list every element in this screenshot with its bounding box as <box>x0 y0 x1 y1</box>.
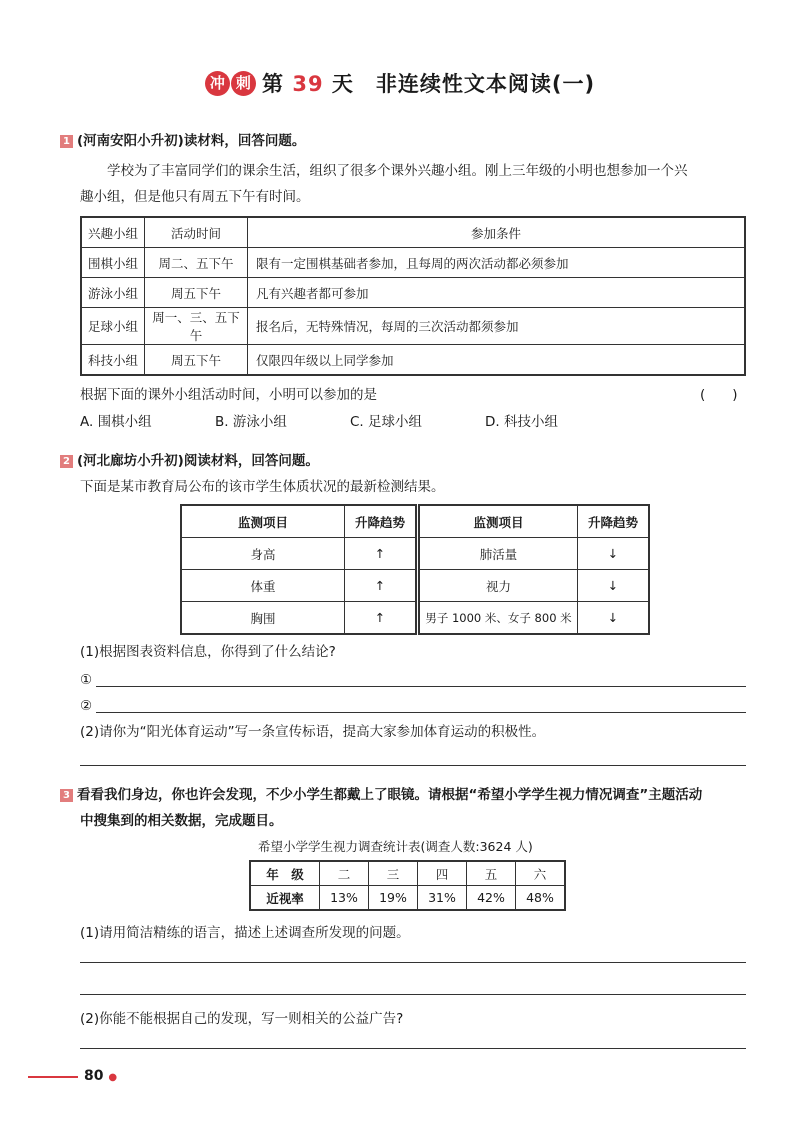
answer-line-6[interactable] <box>80 1048 746 1049</box>
table-cell: 凡有兴趣者都可参加 <box>248 278 746 308</box>
answer-line-4[interactable] <box>80 962 746 963</box>
table-header-cell: 升降趋势 <box>345 505 417 538</box>
q2-heading <box>60 452 319 470</box>
option-c[interactable]: C. 足球小组 <box>350 414 423 430</box>
q2-mark1: ① <box>80 672 93 688</box>
table-header-row <box>181 505 416 538</box>
answer-line-1[interactable] <box>96 686 746 687</box>
day-number: 39 <box>292 72 324 96</box>
table-cell: 报名后，无特殊情况，每周的三次活动都须参加 <box>248 308 746 345</box>
sprint-badge-1: 冲 <box>205 71 230 96</box>
table-cell: 48% <box>516 886 566 911</box>
q2-source: (河北廊坊小升初) <box>77 453 184 469</box>
table-cell: 13% <box>320 886 369 911</box>
table-cell: 肺活量 <box>419 538 578 570</box>
table-cell: 科技小组 <box>81 345 145 376</box>
table-header-cell: 监测项目 <box>181 505 345 538</box>
q1-instruction: 读材料，回答问题。 <box>183 133 306 149</box>
table-row <box>250 886 565 911</box>
option-b[interactable]: B. 游泳小组 <box>215 414 287 430</box>
dot-icon: ● <box>108 1072 118 1083</box>
table-cell: 视力 <box>419 570 578 602</box>
q2-table <box>180 504 650 635</box>
q2-mark2: ② <box>80 698 93 714</box>
q2-sub2: (2)请你为“阳光体育运动”写一条宣传标语，提高大家参加体育运动的积极性。 <box>80 724 546 740</box>
sprint-badge-2: 刺 <box>231 71 256 96</box>
q2-table-right <box>418 504 650 635</box>
table-cell: 31% <box>418 886 467 911</box>
title-text: 非连续性文本阅读(一) <box>375 72 596 96</box>
table-cell: 三 <box>369 861 418 886</box>
table-row <box>181 602 416 635</box>
q1-table <box>80 216 746 376</box>
table-cell: 足球小组 <box>81 308 145 345</box>
table-header-cell: 参加条件 <box>248 217 746 248</box>
table-row <box>181 570 416 602</box>
page-number: 80 ● <box>84 1068 118 1084</box>
trend-down-icon: ↓ <box>578 538 650 570</box>
table-cell: 周五下午 <box>145 345 248 376</box>
q3-sub2: (2)你能不能根据自己的发现，写一则相关的公益广告? <box>80 1011 404 1027</box>
table-cell: 42% <box>467 886 516 911</box>
trend-up-icon: ↑ <box>345 538 417 570</box>
q3-stem-line1 <box>60 786 702 804</box>
day-suffix: 天 <box>331 72 354 96</box>
q3-stem-line2: 中搜集到的相关数据，完成题目。 <box>80 813 283 829</box>
table-cell: 六 <box>516 861 566 886</box>
trend-down-icon: ↓ <box>578 570 650 602</box>
q3-table <box>249 860 566 911</box>
table-cell: 周五下午 <box>145 278 248 308</box>
table-header-cell: 活动时间 <box>145 217 248 248</box>
q1-number: 1 <box>60 135 73 148</box>
q2-sub1: (1)根据图表资料信息，你得到了什么结论? <box>80 644 336 660</box>
table-row <box>419 538 649 570</box>
q1-options <box>80 413 720 431</box>
q1-source: (河南安阳小升初) <box>77 133 184 149</box>
q1-question: 根据下面的课外小组活动时间，小明可以参加的是 <box>80 387 377 403</box>
table-header-row <box>419 505 649 538</box>
table-row <box>419 602 649 635</box>
table-cell: 身高 <box>181 538 345 570</box>
table-cell: 二 <box>320 861 369 886</box>
table-row <box>181 538 416 570</box>
q1-paragraph-line2: 趣小组，但是他只有周五下午有时间。 <box>80 189 310 205</box>
footer-accent-line <box>28 1076 78 1078</box>
table-cell: 限有一定围棋基础者参加，且每周的两次活动都必须参加 <box>248 248 746 278</box>
q1-answer-bracket[interactable]: ( ) <box>700 387 738 403</box>
q3-number: 3 <box>60 789 73 802</box>
answer-line-5[interactable] <box>80 994 746 995</box>
table-cell: 周一、三、五下午 <box>145 308 248 345</box>
page-title <box>0 68 800 98</box>
trend-up-icon: ↑ <box>345 570 417 602</box>
option-d[interactable]: D. 科技小组 <box>485 414 558 430</box>
q2-table-left <box>180 504 417 635</box>
table-header-cell: 年 级 <box>250 861 320 886</box>
table-cell: 游泳小组 <box>81 278 145 308</box>
trend-up-icon: ↑ <box>345 602 417 635</box>
table-header-cell: 监测项目 <box>419 505 578 538</box>
table-cell: 围棋小组 <box>81 248 145 278</box>
table-cell: 男子 1000 米、女子 800 米 <box>419 602 578 635</box>
table-header-cell: 兴趣小组 <box>81 217 145 248</box>
table-cell: 19% <box>369 886 418 911</box>
q2-instruction: 阅读材料，回答问题。 <box>183 453 319 469</box>
answer-line-2[interactable] <box>96 712 746 713</box>
table-cell: 仅限四年级以上同学参加 <box>248 345 746 376</box>
table-cell: 五 <box>467 861 516 886</box>
table-cell: 体重 <box>181 570 345 602</box>
q3-table-title: 希望小学学生视力调查统计表(调查人数:3624 人) <box>258 839 533 854</box>
table-header-row <box>81 217 745 248</box>
day-prefix: 第 <box>262 72 285 96</box>
q1-heading <box>60 132 305 150</box>
table-header-cell: 升降趋势 <box>578 505 650 538</box>
q1-paragraph-line1: 学校为了丰富同学们的课余生活，组织了很多个课外兴趣小组。刚上三年级的小明也想参加一个兴 <box>107 163 688 179</box>
table-row <box>81 308 745 345</box>
option-a[interactable]: A. 围棋小组 <box>80 414 152 430</box>
table-header-cell: 近视率 <box>250 886 320 911</box>
table-row <box>250 861 565 886</box>
q2-number: 2 <box>60 455 73 468</box>
table-row <box>81 345 745 376</box>
table-row <box>81 278 745 308</box>
answer-line-3[interactable] <box>80 765 746 766</box>
table-row <box>81 248 745 278</box>
table-cell: 周二、五下午 <box>145 248 248 278</box>
q3-sub1: (1)请用简洁精练的语言，描述上述调查所发现的问题。 <box>80 925 410 941</box>
trend-down-icon: ↓ <box>578 602 650 635</box>
q2-intro: 下面是某市教育局公布的该市学生体质状况的最新检测结果。 <box>80 479 445 495</box>
table-cell: 四 <box>418 861 467 886</box>
table-row <box>419 570 649 602</box>
table-cell: 胸围 <box>181 602 345 635</box>
q3-stem-text: 看看我们身边，你也许会发现，不少小学生都戴上了眼镜。请根据“希望小学学生视力情况调查”主题活动 <box>77 787 703 803</box>
